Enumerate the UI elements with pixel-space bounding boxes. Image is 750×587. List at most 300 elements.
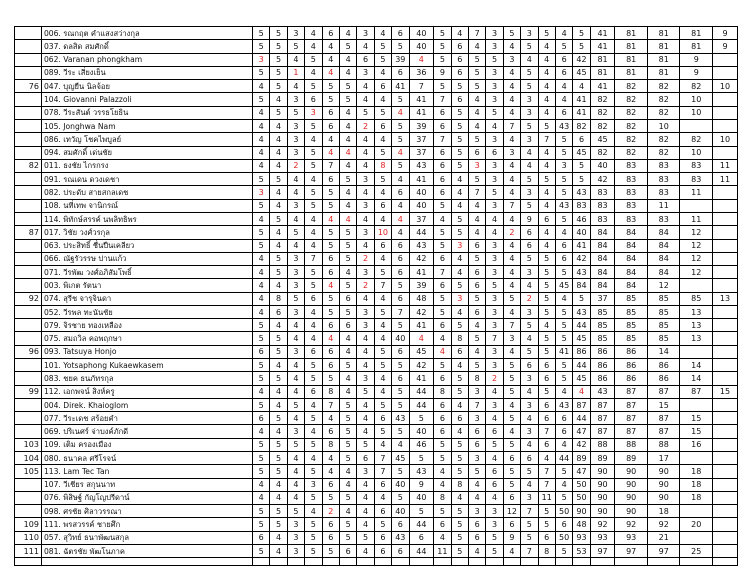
score-cell: 90 — [647, 478, 680, 491]
score-cell: 18 — [680, 491, 713, 504]
score-cell: 5 — [339, 279, 356, 292]
score-cell: 5 — [451, 465, 468, 478]
score-cell: 5 — [451, 212, 468, 225]
score-cell: 84 — [590, 252, 615, 265]
score-cell — [713, 239, 738, 252]
score-cell: 5 — [305, 266, 322, 279]
score-cell: 87 — [590, 398, 615, 411]
score-cell: 4 — [287, 412, 304, 425]
score-cell: 6 — [468, 305, 485, 318]
score-cell: 37 — [590, 292, 615, 305]
score-cell: 6 — [486, 465, 503, 478]
score-cell: 4 — [252, 80, 269, 93]
score-cell: 4 — [468, 212, 485, 225]
score-cell: 4 — [434, 465, 451, 478]
score-cell: 48 — [573, 518, 590, 531]
score-cell: 5 — [555, 186, 572, 199]
score-table-body — [15, 27, 738, 566]
score-cell: 6 — [451, 412, 468, 425]
score-cell — [713, 66, 738, 79]
score-cell: 5 — [521, 518, 538, 531]
score-cell: 5 — [374, 305, 391, 318]
score-cell: 8 — [270, 292, 287, 305]
table-row — [15, 226, 738, 239]
score-cell: 3 — [357, 226, 374, 239]
score-cell: 3 — [521, 372, 538, 385]
table-row — [15, 345, 738, 358]
score-cell: 4 — [305, 505, 322, 518]
score-cell: 2 — [357, 279, 374, 292]
score-cell: 4 — [555, 478, 572, 491]
score-cell: 90 — [590, 465, 615, 478]
score-cell: 5 — [521, 80, 538, 93]
score-cell — [713, 53, 738, 66]
score-cell: 5 — [538, 332, 555, 345]
score-cell: 5 — [468, 133, 485, 146]
score-cell: 5 — [392, 93, 409, 106]
score-cell: 4 — [451, 305, 468, 318]
score-cell: 4 — [503, 279, 520, 292]
score-cell: 4 — [374, 319, 391, 332]
score-cell: 5 — [451, 226, 468, 239]
player-name-cell: 093. Tatsuya Honjo — [41, 345, 252, 358]
score-cell: 5 — [252, 452, 269, 465]
score-cell: 5 — [339, 518, 356, 531]
score-cell: 87 — [680, 385, 713, 398]
score-cell: 5 — [409, 505, 434, 518]
score-cell: 4 — [468, 319, 485, 332]
score-cell: 6 — [392, 66, 409, 79]
score-cell: 3 — [486, 239, 503, 252]
score-cell: 10 — [713, 80, 738, 93]
score-cell: 5 — [486, 186, 503, 199]
score-cell: 4 — [374, 93, 391, 106]
table-row — [15, 252, 738, 265]
score-cell: 82 — [590, 106, 615, 119]
score-cell: 4 — [270, 93, 287, 106]
score-cell: 6 — [468, 518, 485, 531]
score-cell — [713, 478, 738, 491]
score-cell: 4 — [468, 345, 485, 358]
score-cell: 4 — [357, 345, 374, 358]
score-cell: 5 — [270, 518, 287, 531]
score-cell: 46 — [409, 438, 434, 451]
score-cell: 82 — [590, 146, 615, 159]
score-cell: 6 — [486, 478, 503, 491]
score-cell: 4 — [287, 491, 304, 504]
score-cell: 5 — [451, 372, 468, 385]
score-cell: 5 — [468, 80, 485, 93]
score-cell: 90 — [590, 491, 615, 504]
score-cell — [680, 279, 713, 292]
score-cell: 4 — [339, 465, 356, 478]
score-cell: 6 — [374, 544, 391, 557]
score-cell: 39 — [409, 119, 434, 132]
score-cell: 3 — [468, 385, 485, 398]
score-cell: 6 — [503, 491, 520, 504]
score-cell: 43 — [409, 239, 434, 252]
score-cell: 41 — [409, 93, 434, 106]
score-cell: 5 — [503, 359, 520, 372]
score-cell: 3 — [357, 66, 374, 79]
score-cell: 87 — [590, 425, 615, 438]
score-cell: 4 — [252, 159, 269, 172]
rank-cell — [15, 93, 42, 106]
player-name-cell: 112. เอกพจน์ สิงห์ครู — [41, 385, 252, 398]
score-cell: 40 — [392, 332, 409, 345]
score-cell: 5 — [573, 159, 590, 172]
score-cell: 5 — [374, 106, 391, 119]
score-cell: 85 — [590, 332, 615, 345]
score-cell: 4 — [434, 478, 451, 491]
table-row — [15, 292, 738, 305]
score-cell: 6 — [434, 279, 451, 292]
score-cell: 40 — [392, 478, 409, 491]
score-cell: 5 — [555, 372, 572, 385]
score-cell: 4 — [357, 40, 374, 53]
score-cell: 4 — [287, 80, 304, 93]
score-cell: 6 — [468, 279, 485, 292]
score-cell: 4 — [409, 53, 434, 66]
score-cell — [713, 544, 738, 557]
score-cell — [713, 425, 738, 438]
score-cell: 6 — [392, 345, 409, 358]
score-cell: 88 — [590, 438, 615, 451]
score-cell: 82 — [615, 119, 648, 132]
score-cell: 3 — [287, 518, 304, 531]
score-cell: 6 — [486, 425, 503, 438]
score-cell: 8 — [374, 159, 391, 172]
score-cell: 3 — [357, 305, 374, 318]
score-cell: 6 — [392, 252, 409, 265]
table-row — [15, 319, 738, 332]
score-cell: 4 — [339, 146, 356, 159]
score-cell: 5 — [521, 40, 538, 53]
score-cell: 3 — [357, 266, 374, 279]
score-cell: 4 — [555, 438, 572, 451]
score-cell: 5 — [270, 80, 287, 93]
score-cell: 4 — [287, 186, 304, 199]
table-row — [15, 544, 738, 557]
table-row — [15, 106, 738, 119]
score-cell: 4 — [374, 292, 391, 305]
score-cell: 3 — [486, 505, 503, 518]
score-cell: 6 — [468, 425, 485, 438]
score-cell: 53 — [573, 544, 590, 557]
score-cell: 4 — [503, 80, 520, 93]
score-cell: 82 — [647, 80, 680, 93]
score-cell: 45 — [573, 332, 590, 345]
score-cell: 82 — [615, 133, 648, 146]
score-cell: 3 — [486, 319, 503, 332]
score-cell: 37 — [409, 146, 434, 159]
score-cell: 4 — [270, 425, 287, 438]
score-cell: 44 — [409, 544, 434, 557]
score-cell: 6 — [322, 252, 339, 265]
score-cell: 41 — [590, 80, 615, 93]
score-cell: 6 — [374, 199, 391, 212]
score-cell: 3 — [287, 425, 304, 438]
score-cell: 5 — [270, 212, 287, 225]
score-cell: 7 — [374, 279, 391, 292]
player-name-cell: 006. รณกฤต คำแสงสว่างกุล — [41, 27, 252, 40]
score-cell: 4 — [451, 425, 468, 438]
score-cell: 5 — [434, 305, 451, 318]
score-cell: 9 — [680, 53, 713, 66]
score-cell: 6 — [339, 544, 356, 557]
score-cell: 3 — [486, 359, 503, 372]
score-cell: 6 — [374, 239, 391, 252]
score-cell: 50 — [555, 531, 572, 544]
score-cell: 40 — [409, 40, 434, 53]
score-cell: 85 — [680, 292, 713, 305]
score-cell: 5 — [555, 544, 572, 557]
score-cell: 4 — [486, 385, 503, 398]
score-cell: 4 — [287, 465, 304, 478]
score-cell: 41 — [573, 93, 590, 106]
score-cell: 7 — [538, 425, 555, 438]
rank-cell — [15, 398, 42, 411]
score-cell: 5 — [409, 452, 434, 465]
score-cell: 5 — [305, 359, 322, 372]
score-cell: 85 — [615, 305, 648, 318]
score-cell: 7 — [374, 465, 391, 478]
score-cell: 5 — [486, 531, 503, 544]
score-cell: 5 — [451, 438, 468, 451]
score-cell: 4 — [538, 199, 555, 212]
score-cell: 5 — [451, 106, 468, 119]
score-cell: 5 — [392, 465, 409, 478]
score-cell: 5 — [374, 398, 391, 411]
score-cell: 11 — [647, 199, 680, 212]
table-row — [15, 305, 738, 318]
score-cell: 39 — [409, 279, 434, 292]
score-cell: 90 — [615, 505, 648, 518]
score-cell: 4 — [538, 80, 555, 93]
score-cell: 82 — [615, 106, 648, 119]
score-cell: 6 — [305, 345, 322, 358]
score-cell: 4 — [521, 385, 538, 398]
score-cell: 3 — [486, 305, 503, 318]
score-cell: 3 — [287, 27, 304, 40]
score-cell: 5 — [468, 53, 485, 66]
score-cell: 3 — [287, 279, 304, 292]
score-cell: 4 — [538, 319, 555, 332]
score-cell: 9 — [680, 66, 713, 79]
player-name-cell: 052. วีรพล ทะนันชัย — [41, 305, 252, 318]
score-cell: 5 — [392, 385, 409, 398]
player-name-cell: 071. วีรพัฒ วงศ์อภิสัมโพธิ์ — [41, 266, 252, 279]
score-cell: 4 — [374, 252, 391, 265]
score-cell: 5 — [322, 93, 339, 106]
score-cell: 4 — [503, 425, 520, 438]
score-cell: 45 — [573, 372, 590, 385]
score-cell: 5 — [392, 159, 409, 172]
score-cell: 5 — [486, 438, 503, 451]
score-cell: 43 — [555, 199, 572, 212]
score-cell: 4 — [357, 292, 374, 305]
score-cell: 82 — [573, 119, 590, 132]
score-cell: 6 — [392, 544, 409, 557]
score-cell: 5 — [486, 544, 503, 557]
score-cell: 3 — [521, 266, 538, 279]
score-cell: 14 — [680, 359, 713, 372]
score-cell: 11 — [680, 186, 713, 199]
score-cell: 4 — [252, 491, 269, 504]
score-cell: 4 — [339, 27, 356, 40]
score-cell: 6 — [357, 452, 374, 465]
score-cell: 13 — [680, 332, 713, 345]
score-cell: 5 — [538, 292, 555, 305]
score-cell: 4 — [374, 438, 391, 451]
score-cell: 4 — [374, 372, 391, 385]
score-cell: 5 — [270, 412, 287, 425]
score-cell: 43 — [409, 159, 434, 172]
rank-cell — [15, 186, 42, 199]
score-cell: 5 — [252, 66, 269, 79]
score-cell: 45 — [573, 66, 590, 79]
score-cell: 12 — [503, 505, 520, 518]
score-cell: 46 — [573, 212, 590, 225]
score-cell: 20 — [680, 518, 713, 531]
score-cell: 5 — [374, 173, 391, 186]
score-cell: 4 — [357, 146, 374, 159]
score-cell: 5 — [339, 359, 356, 372]
score-cell: 4 — [486, 226, 503, 239]
score-cell: 18 — [680, 478, 713, 491]
score-cell — [680, 345, 713, 358]
score-cell: 5 — [339, 80, 356, 93]
score-cell: 4 — [357, 398, 374, 411]
score-cell: 6 — [252, 412, 269, 425]
score-cell: 40 — [409, 425, 434, 438]
score-cell: 5 — [357, 531, 374, 544]
score-cell: 4 — [468, 93, 485, 106]
table-row — [15, 266, 738, 279]
score-cell: 81 — [647, 53, 680, 66]
rank-cell — [15, 252, 42, 265]
score-cell — [713, 93, 738, 106]
score-cell: 4 — [451, 266, 468, 279]
score-cell: 82 — [615, 93, 648, 106]
score-cell: 3 — [521, 93, 538, 106]
score-cell: 93 — [573, 531, 590, 544]
score-cell: 84 — [647, 252, 680, 265]
score-cell: 84 — [590, 279, 615, 292]
score-cell: 6 — [555, 425, 572, 438]
score-cell: 87 — [573, 398, 590, 411]
score-cell: 6 — [434, 252, 451, 265]
score-cell: 7 — [538, 133, 555, 146]
score-cell: 87 — [590, 412, 615, 425]
score-cell: 5 — [252, 332, 269, 345]
score-cell: 4 — [392, 212, 409, 225]
rank-cell — [15, 133, 42, 146]
score-cell: 4 — [270, 133, 287, 146]
score-cell: 10 — [680, 106, 713, 119]
score-cell: 5 — [374, 359, 391, 372]
score-cell: 36 — [409, 66, 434, 79]
score-cell: 5 — [555, 266, 572, 279]
score-cell: 6 — [374, 505, 391, 518]
score-cell: 9 — [409, 478, 434, 491]
score-cell: 5 — [339, 438, 356, 451]
score-cell: 4 — [305, 66, 322, 79]
score-cell: 3 — [486, 93, 503, 106]
score-cell: 5 — [270, 332, 287, 345]
player-name-cell: 077. วีระเดช สร้อยคำ — [41, 412, 252, 425]
rank-cell — [15, 173, 42, 186]
player-name-cell: 057. สุวิทย์ ธนาพัฒนสกุล — [41, 531, 252, 544]
score-cell: 5 — [434, 40, 451, 53]
score-cell: 87 — [647, 412, 680, 425]
score-cell: 5 — [305, 80, 322, 93]
score-cell: 4 — [322, 332, 339, 345]
score-cell: 3 — [468, 452, 485, 465]
score-cell: 4 — [374, 27, 391, 40]
score-cell: 6 — [555, 518, 572, 531]
score-cell: 40 — [590, 159, 615, 172]
score-cell: 4 — [305, 425, 322, 438]
score-cell: 5 — [392, 359, 409, 372]
score-cell: 5 — [538, 252, 555, 265]
score-cell: 5 — [434, 80, 451, 93]
score-cell: 12 — [680, 239, 713, 252]
score-cell: 7 — [538, 478, 555, 491]
score-cell: 12 — [680, 252, 713, 265]
rank-cell — [15, 212, 42, 225]
table-row — [15, 425, 738, 438]
score-cell: 5 — [451, 80, 468, 93]
score-cell: 84 — [590, 266, 615, 279]
score-cell: 4 — [521, 412, 538, 425]
score-cell: 3 — [468, 159, 485, 172]
score-cell: 4 — [357, 359, 374, 372]
score-cell: 81 — [615, 40, 648, 53]
score-cell: 4 — [357, 93, 374, 106]
score-cell: 5 — [252, 319, 269, 332]
score-cell: 4 — [252, 119, 269, 132]
score-cell — [713, 319, 738, 332]
score-cell: 4 — [287, 372, 304, 385]
score-cell: 5 — [305, 186, 322, 199]
score-cell: 92 — [590, 518, 615, 531]
player-name-cell: 083. ชยค ธนภัทรกุล — [41, 372, 252, 385]
score-cell: 3 — [252, 186, 269, 199]
score-cell: 45 — [392, 452, 409, 465]
score-cell: 5 — [573, 292, 590, 305]
score-cell: 3 — [486, 133, 503, 146]
score-cell: 4 — [339, 345, 356, 358]
score-cell: 5 — [555, 40, 572, 53]
player-name-cell: 086. เทวัญ โชคไพบูลย์ — [41, 133, 252, 146]
score-cell: 5 — [322, 544, 339, 557]
rank-cell — [15, 305, 42, 318]
score-cell: 5 — [305, 53, 322, 66]
score-cell: 5 — [374, 266, 391, 279]
score-cell: 5 — [392, 425, 409, 438]
rank-cell — [15, 478, 42, 491]
score-cell: 4 — [322, 53, 339, 66]
score-cell: 50 — [573, 491, 590, 504]
score-cell: 5 — [339, 531, 356, 544]
score-cell: 5 — [357, 106, 374, 119]
score-cell: 4 — [357, 80, 374, 93]
score-cell: 9 — [503, 531, 520, 544]
score-cell: 5 — [305, 279, 322, 292]
table-row — [15, 159, 738, 172]
score-cell: 5 — [521, 173, 538, 186]
